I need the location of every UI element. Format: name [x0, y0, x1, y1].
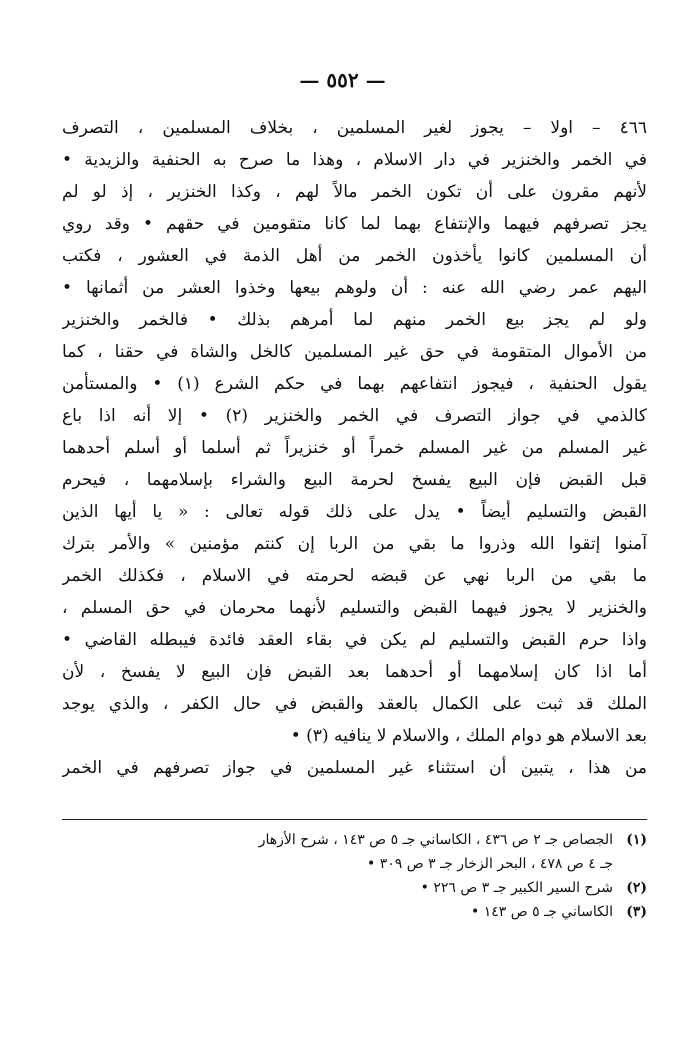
footnote-number: (٣)	[626, 904, 647, 920]
text-line: يجز تصرفهم فيهما والإنتفاع بهما لما كانا متقومين في حقهم • وقد روي	[62, 214, 647, 234]
text-line: بعد الاسلام هو دوام الملك ، والاسلام لا ينافيه (٣) •	[290, 726, 647, 746]
text-line: واذا حرم القبض والتسليم لم يكن في بقاء العقد فائدة فيبطله القاضي •	[62, 630, 647, 650]
text-line: لأنهم مقرون على أن تكون الخمر مالاً لهم ، وكذا الخنزير ، إذ لو لم	[62, 182, 647, 202]
text-line: القبض والتسليم أيضاً • يدل على ذلك قوله تعالى : « يا أيها الذين	[62, 502, 647, 522]
text-line: قبل القبض فإن البيع يفسخ لحرمة البيع والشراء بإسلامهما ، فيحرم	[62, 470, 647, 490]
text-line: غير المسلم من غير المسلم خمراً أو خنزيراً ثم أسلما أو أسلم أحدهما	[62, 438, 647, 458]
footnote-number: (١)	[626, 832, 647, 848]
footnote-3	[62, 900, 647, 924]
text-line: الملك قد ثبت على الكمال بالعقد والقبض في حال الكفر ، والذي يوجد	[62, 694, 647, 714]
text-line: من هذا ، يتبين أن استثناء غير المسلمين في جواز تصرفهم في الخمر	[62, 758, 647, 778]
text-line: اليهم عمر رضي الله عنه : أن ولوهم بيعها وخذوا العشر من أثمانها •	[62, 278, 647, 298]
text-line: يقول الحنفية ، فيجوز انتفاعهم بهما في حكم الشرع (١) • والمستأمن	[62, 374, 647, 394]
footnote-number: (٢)	[626, 880, 647, 896]
text-line: من الأموال المتقومة في حق غير المسلمين كالخل والشاة في حقنا ، كما	[62, 342, 647, 362]
text-line: ما بقي من الربا نهي عن قبضه لحرمته في الاسلام ، فكذلك الخمر	[62, 566, 647, 586]
footnote-1	[62, 828, 647, 852]
text-line: ٤٦٦ – اولا – يجوز لغير المسلمين ، بخلاف المسلمين ، التصرف	[62, 118, 647, 138]
text-line: ولو لم يجز بيع الخمر منهم لما أمرهم بذلك • فالخمر والخنزير	[62, 310, 647, 330]
text-line: في الخمر والخنزير في دار الاسلام ، وهذا ما صرح به الحنفية والزيدية •	[62, 150, 647, 170]
text-line: أن المسلمين كانوا يأخذون الخمر من أهل الذمة في العشور ، فكتب	[62, 246, 647, 266]
page-number: — ٥٥٢ —	[299, 68, 386, 92]
footnote-divider	[62, 819, 647, 820]
text-line: أما اذا كان إسلامهما أو أحدهما بعد القبض فإن البيع لا يفسخ ، لأن	[62, 662, 647, 682]
text-line: آمنوا إتقوا الله وذروا ما بقي من الربا إن كنتم مؤمنين » والأمر بترك	[62, 534, 647, 554]
text-line: كالذمي في جواز التصرف في الخمر والخنزير (٢) • إلا أنه اذا باع	[62, 406, 647, 426]
footnotes	[62, 828, 647, 924]
main-text	[62, 112, 647, 784]
footnote-2	[62, 876, 647, 900]
footnote-text: الجصاص جـ ٢ ص ٤٣٦ ، الكاساني جـ ٥ ص ١٤٣ ، شرح الأزهار	[258, 832, 613, 848]
footnote-1-continuation: جـ ٤ ص ٤٧٨ ، البحر الزخار جـ ٣ ص ٣٠٩ •	[366, 856, 613, 872]
footnote-text: شرح السير الكبير جـ ٣ ص ٢٢٦ •	[420, 880, 613, 896]
text-line: والخنزير لا يجوز فيهما القبض والتسليم لأنهما محرمان في حق المسلم ،	[62, 598, 647, 618]
footnote-text: الكاساني جـ ٥ ص ١٤٣ •	[470, 904, 613, 920]
